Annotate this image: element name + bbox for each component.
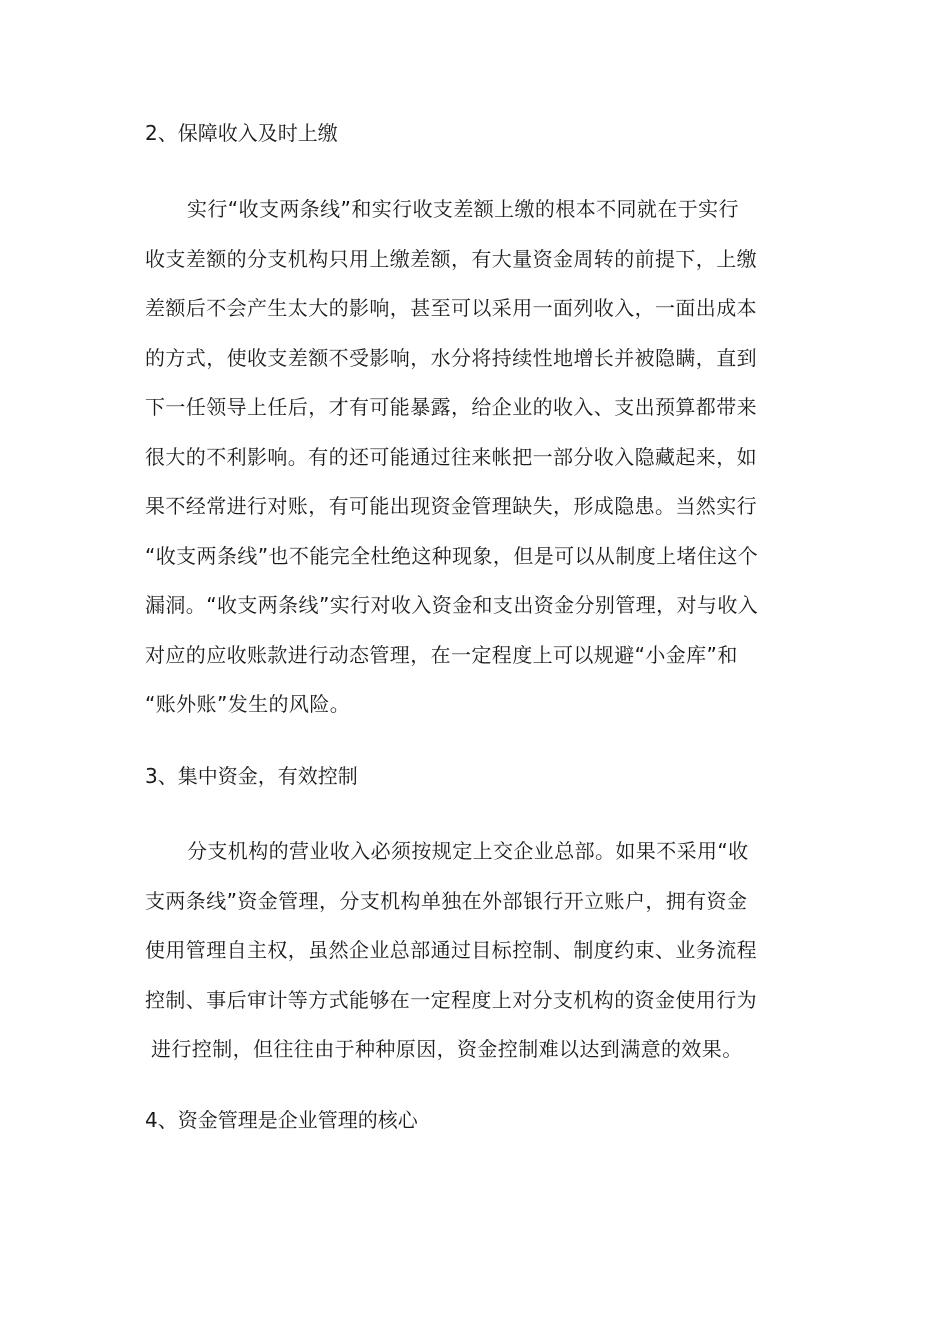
paragraph-line: “收支两条线”也不能完全杜绝这种现象，但是可以从制度上堵住这个 xyxy=(145,543,759,568)
paragraph-line: 进行控制，但往往由于种种原因，资金控制难以达到满意的效果。 xyxy=(151,1037,743,1061)
paragraph-line: 下一任领导上任后，才有可能暴露，给企业的收入、支出预算都带来 xyxy=(145,395,757,419)
section-3-paragraph xyxy=(145,827,810,1075)
paragraph-line: 差额后不会产生太大的影响，甚至可以采用一面列收入，一面出成本 xyxy=(145,296,757,320)
paragraph-line: 收支差额的分支机构只用上缴差额，有大量资金周转的前提下，上缴 xyxy=(145,246,757,271)
paragraph-line: “账外账”发生的风险。 xyxy=(145,692,351,716)
section-heading-3: 3、集中资金，有效控制 xyxy=(145,764,358,788)
paragraph-line: 控制、事后审计等方式能够在一定程度上对分支机构的资金使用行为 xyxy=(145,987,757,1012)
section-heading-4: 4、资金管理是企业管理的核心 xyxy=(145,1108,418,1132)
section-2-paragraph xyxy=(145,185,810,730)
paragraph-line: 漏洞。“收支两条线”实行对收入资金和支出资金分别管理，对与收入 xyxy=(145,593,759,617)
paragraph-line: 很大的不利影响。有的还可能通过往来帐把一部分收入隐藏起来，如 xyxy=(145,444,757,469)
section-heading-2: 2、保障收入及时上缴 xyxy=(145,121,338,145)
paragraph-line: 使用管理自主权，虽然企业总部通过目标控制、制度约束、业务流程 xyxy=(145,938,757,962)
paragraph-line: 分支机构的营业收入必须按规定上交企业总部。如果不采用“收 xyxy=(187,839,749,863)
paragraph-line: 的方式，使收支差额不受影响，水分将持续性地增长并被隐瞒，直到 xyxy=(145,345,757,370)
paragraph-line: 支两条线”资金管理，分支机构单独在外部银行开立账户，拥有资金 xyxy=(145,888,748,913)
paragraph-line: 对应的应收账款进行动态管理，在一定程度上可以规避“小金库”和 xyxy=(145,642,738,667)
paragraph-line: 实行“收支两条线”和实行收支差额上缴的根本不同就在于实行 xyxy=(187,197,739,221)
paragraph-line: 果不经常进行对账，有可能出现资金管理缺失，形成隐患。当然实行 xyxy=(145,494,757,518)
